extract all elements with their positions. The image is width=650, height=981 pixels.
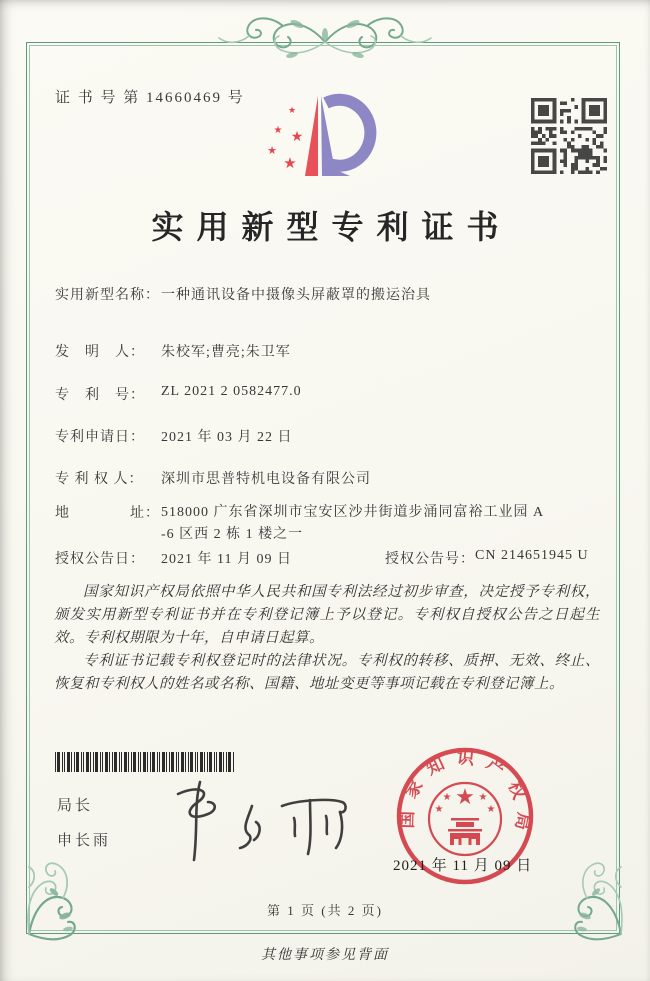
cnipa-logo-icon bbox=[256, 90, 428, 188]
handwritten-signature bbox=[148, 766, 360, 868]
field-label: 授权公告号： bbox=[385, 552, 475, 567]
field-grant-row bbox=[55, 548, 620, 568]
field-patent-number bbox=[55, 384, 620, 404]
field-value: 深圳市思普特机电设备有限公司 bbox=[161, 472, 371, 487]
qr-code bbox=[531, 98, 607, 174]
field-value: 一种通讯设备中摄像头屏蔽罩的搬运治具 bbox=[161, 288, 431, 303]
field-label: 地 址： bbox=[55, 506, 160, 521]
emblem-star-icon: ★ bbox=[478, 792, 488, 803]
logo-star-icon: ★ bbox=[287, 106, 297, 116]
seal-ring-text: 国家知识产权局 bbox=[396, 746, 535, 843]
field-label: 授权公告日： bbox=[55, 552, 145, 567]
field-value: 2021 年 03 月 22 日 bbox=[161, 430, 293, 445]
commissioner-title: 局长 bbox=[57, 797, 94, 814]
address-line-1: 518000 广东省深圳市宝安区沙井街道步涌同富裕工业园 A bbox=[161, 505, 545, 520]
legal-paragraph-1: 国家知识产权局依照中华人民共和国专利法经过初步审查，决定授予专利权，颁发实用新型专利证书并在专利登记簿上予以登记。专利权自授权公告之日起生效。专利权期限为十年，自申请日起算。 bbox=[54, 584, 600, 646]
legal-text bbox=[54, 581, 600, 696]
emblem-gate bbox=[448, 818, 482, 845]
field-label: 专 利 号： bbox=[55, 388, 145, 403]
seal-date: 2021 年 11 月 09 日 bbox=[393, 858, 533, 874]
field-grant-number bbox=[385, 548, 589, 568]
bottom-left-corner-ornament-icon bbox=[12, 843, 98, 953]
field-label: 发 明 人： bbox=[55, 345, 145, 360]
field-patentee bbox=[55, 468, 620, 488]
emblem-star-icon: ★ bbox=[486, 804, 496, 815]
emblem-star-icon: ★ bbox=[434, 804, 444, 815]
bottom-right-corner-ornament-icon bbox=[552, 843, 638, 953]
emblem-star-icon: ★ bbox=[455, 785, 475, 810]
field-value: ZL 2021 2 0582477.0 bbox=[161, 384, 302, 399]
field-label: 专 利 权 人： bbox=[55, 472, 144, 487]
page-number: 第 1 页 (共 2 页) bbox=[267, 903, 383, 918]
field-value: 2021 年 11 月 09 日 bbox=[161, 552, 292, 567]
certificate-title: 实用新型专利证书 bbox=[151, 209, 512, 245]
commissioner-name: 申长雨 bbox=[57, 832, 112, 849]
field-utility-model-name bbox=[55, 284, 620, 304]
logo-tower-left bbox=[305, 96, 318, 176]
field-value: 朱校军;曹亮;朱卫军 bbox=[161, 345, 291, 360]
field-value bbox=[161, 502, 544, 546]
top-border-ornament-icon bbox=[203, 6, 447, 64]
logo-star-icon: ★ bbox=[283, 154, 297, 172]
emblem-star-icon: ★ bbox=[442, 792, 452, 803]
field-label: 实用新型名称： bbox=[55, 288, 160, 303]
back-side-note: 其他事项参见背面 bbox=[261, 948, 389, 963]
field-label: 专利申请日： bbox=[55, 430, 145, 445]
logo-star-icon: ★ bbox=[290, 129, 304, 145]
field-inventor bbox=[55, 341, 620, 361]
field-filing-date bbox=[55, 426, 620, 446]
logo-star-icon: ★ bbox=[273, 125, 283, 136]
address-line-2: -6 区西 2 栋 1 楼之一 bbox=[161, 527, 304, 542]
field-address bbox=[55, 502, 620, 546]
logo-star-icon: ★ bbox=[267, 144, 277, 157]
certificate-number: 证 书 号 第 14660469 号 bbox=[55, 90, 245, 106]
legal-paragraph-2: 专利证书记载专利权登记时的法律状况。专利权的转移、质押、无效、终止、恢复和专利权人的姓名或名称、国籍、地址变更等事项记载在专利登记簿上。 bbox=[54, 653, 600, 692]
field-value: CN 214651945 U bbox=[475, 548, 589, 563]
logo-p-bowl bbox=[326, 100, 370, 166]
